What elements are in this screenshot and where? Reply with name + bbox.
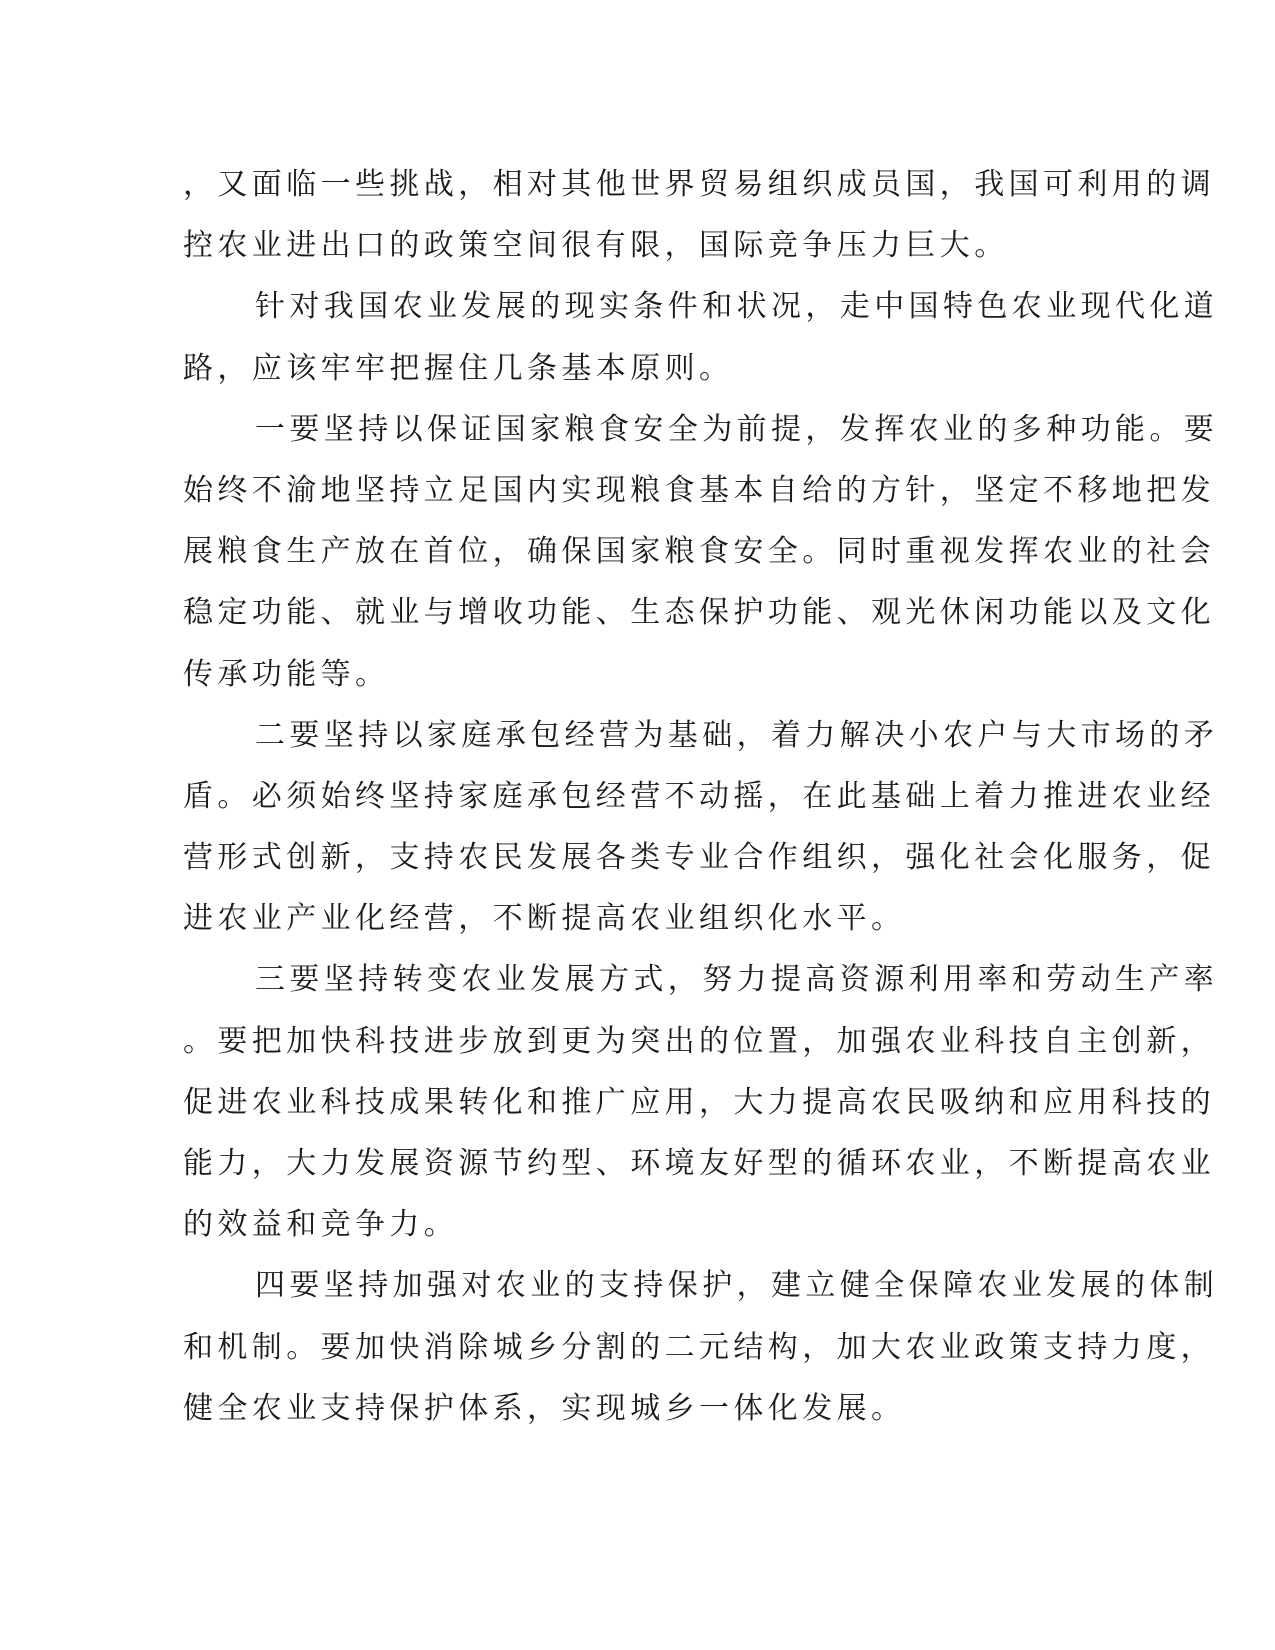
text-line-10: 二要坚持以家庭承包经营为基础，着力解决小农户与大市场的矛 [255,717,1219,753]
text-line-15: 。要把加快科技进步放到更为突出的位置，加强农业科技自主创新， [183,1023,1215,1059]
text-line-4: 路，应该牢牢把握住几条基本原则。 [183,350,734,386]
text-line-1: ，又面临一些挑战，相对其他世界贸易组织成员国，我国可利用的调 [183,167,1215,202]
text-line-9: 传承功能等。 [183,656,390,692]
text-line-21: 健全农业支持保护体系，实现城乡一体化发展。 [183,1390,906,1426]
text-line-12: 营形式创新，支持农民发展各类专业合作组织，强化社会化服务，促 [183,840,1215,876]
text-line-13: 进农业产业化经营，不断提高农业组织化水平。 [183,901,906,937]
text-line-2: 控农业进出口的政策空间很有限，国际竞争压力巨大。 [183,228,1009,264]
text-line-16: 促进农业科技成果转化和推广应用，大力提高农民吸纳和应用科技的 [183,1084,1215,1120]
text-line-11: 盾。必须始终坚持家庭承包经营不动摇，在此基础上着力推进农业经 [183,778,1215,814]
text-line-5: 一要坚持以保证国家粮食安全为前提，发挥农业的多种功能。要 [255,411,1219,447]
text-line-19: 四要坚持加强对农业的支持保护，建立健全保障农业发展的体制 [255,1268,1219,1304]
text-line-3: 针对我国农业发展的现实条件和状况，走中国特色农业现代化道 [255,289,1219,325]
text-line-14: 三要坚持转变农业发展方式，努力提高资源利用率和劳动生产率 [255,962,1219,998]
text-line-8: 稳定功能、就业与增收功能、生态保护功能、观光休闲功能以及文化 [183,595,1215,631]
text-line-20: 和机制。要加快消除城乡分割的二元结构，加大农业政策支持力度， [183,1329,1215,1365]
text-line-17: 能力，大力发展资源节约型、环境友好型的循环农业，不断提高农业 [183,1146,1215,1181]
text-line-7: 展粮食生产放在首位，确保国家粮食安全。同时重视发挥农业的社会 [183,534,1215,570]
document-page [183,154,1219,1439]
text-line-6: 始终不渝地坚持立足国内实现粮食基本自给的方针，坚定不移地把发 [183,472,1215,508]
text-line-18: 的效益和竞争力。 [183,1207,459,1243]
